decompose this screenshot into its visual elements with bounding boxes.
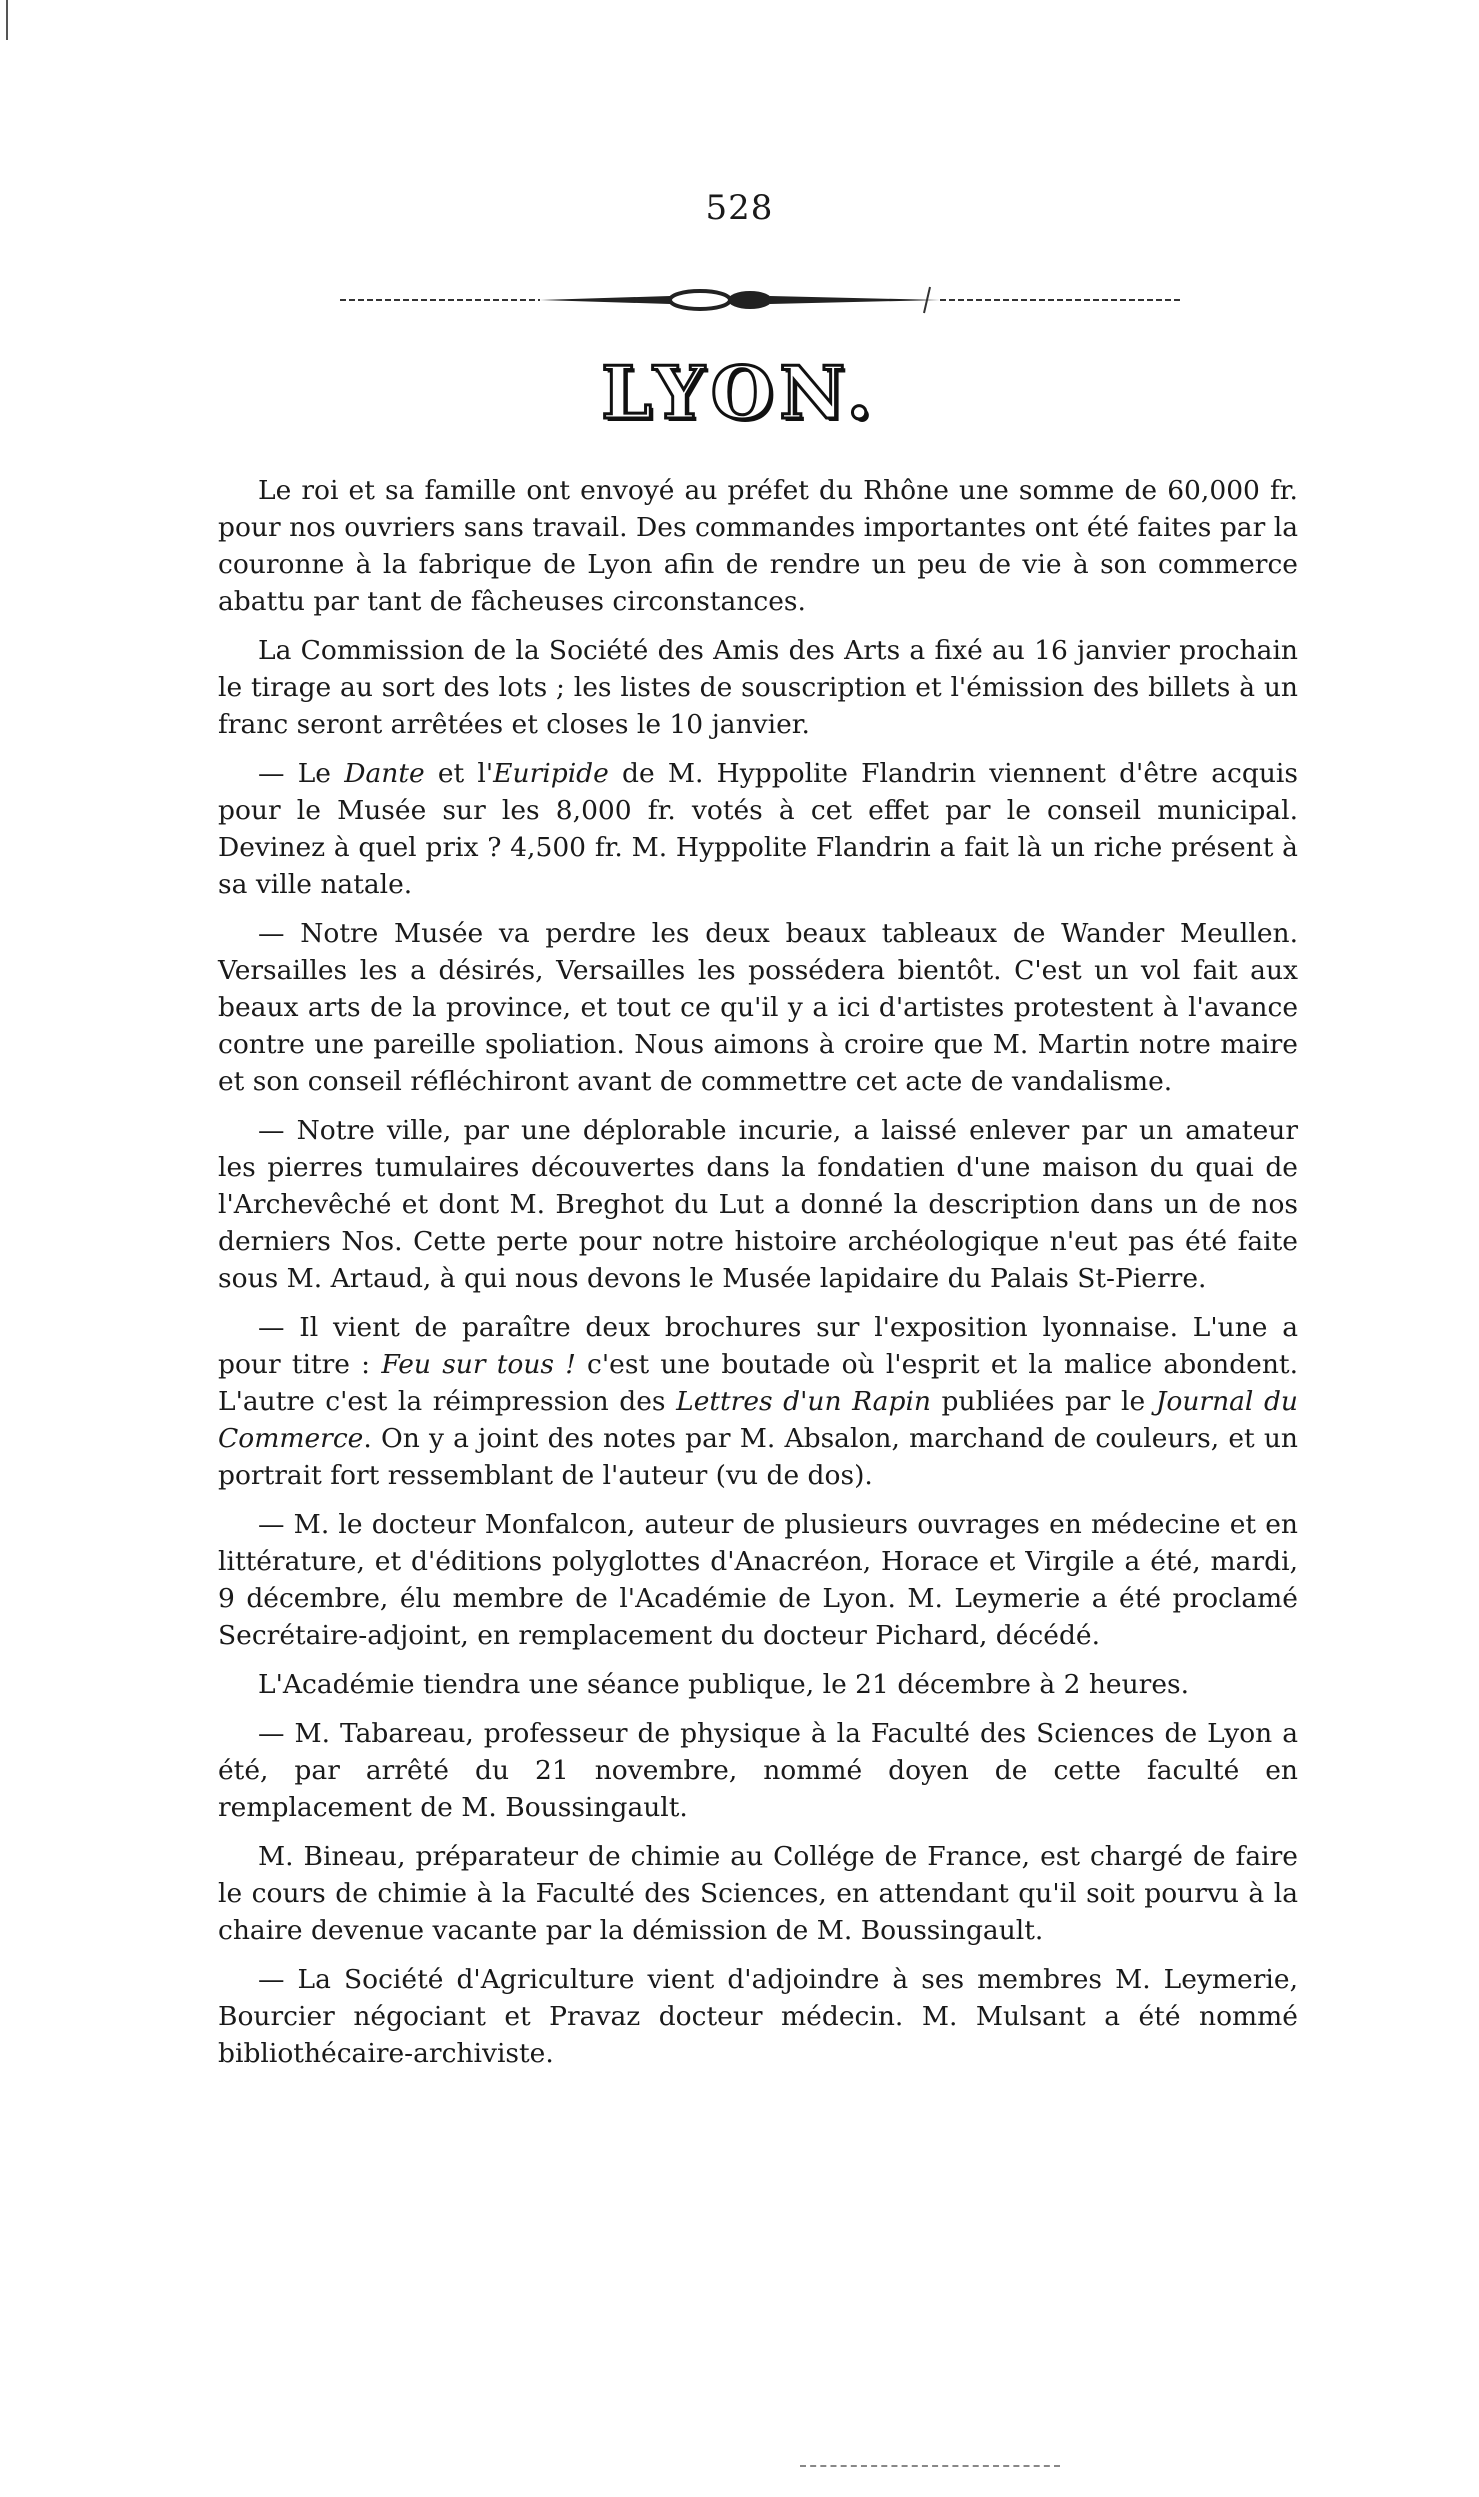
paragraph-pierres-tumulaires: — Notre ville, par une déplorable incurie, a laissé enlever par un amateur les pierres tumulaires découvertes dans la fondatien d'une maison du quai de l'Archevêché et dont M. Breghot du Lut a donné la description dans un de nos derniers Nos. Cette perte pour notre histoire archéologique n'eut pas été faite sous M. Artaud, à qui nous devons le Musée lapidaire du Palais St-Pierre. (218, 1115, 1298, 1294)
paragraph-bineau: M. Bineau, préparateur de chimie au Collége de France, est chargé de faire le cours de chimie à la Faculté des Sciences, en attendant qu'il soit pourvu à la chaire devenue vacante par la démission de M. Boussingault. (218, 1841, 1298, 1946)
paragraph-royal-donation: Le roi et sa famille ont envoyé au préfet du Rhône une somme de 60,000 fr. pour nos ouvriers sans travail. Des commandes importantes ont été faites par la couronne à la fabrique de Lyon afin de rendre un peu de vie à son commerce abattu par tant de fâcheuses circonstances. (218, 475, 1298, 617)
paragraph-amis-des-arts: La Commission de la Société des Amis des Arts a fixé au 16 janvier prochain le tirage au sort des lots ; les listes de souscription et l'émission des billets à un franc seront arrêtées et closes le 10 janvier. (218, 635, 1298, 740)
paragraph-seance-publique: L'Académie tiendra une séance publique, le 21 décembre à 2 heures. (258, 1669, 1190, 1700)
paragraph-tabareau: — M. Tabareau, professeur de physique à la Faculté des Sciences de Lyon a été, par arrêté du 21 novembre, nommé doyen de cette faculté en remplacement de M. Boussingault. (218, 1718, 1298, 1823)
paragraph-monfalcon: — M. le docteur Monfalcon, auteur de plusieurs ouvrages en médecine et en littérature, et d'éditions polyglottes d'Anacréon, Horace et Virgile a été, mardi, 9 décembre, élu membre de l'Académie de Lyon. M. Leymerie a été proclamé Secrétaire-adjoint, en remplacement du docteur Pichard, décédé. (218, 1509, 1298, 1651)
ornamental-divider (340, 285, 1180, 315)
italic-title: Lettres d'un Rapin (676, 1386, 931, 1417)
italic-title: Journal du Commerce (218, 1386, 1298, 1454)
paragraph-societe-agriculture: — La Société d'Agriculture vient d'adjoindre à ses membres M. Leymerie, Bourcier négociant et Pravaz docteur médecin. M. Mulsant a été nommé bibliothécaire-archiviste. (218, 1964, 1298, 2069)
page-edge-mark (6, 0, 8, 40)
footer-rule (800, 2465, 1060, 2467)
text-run: . On y a joint des notes par M. Absalon, marchand de couleurs, et un portrait fort ressemblant de l'auteur (vu de dos). (218, 1423, 1298, 1491)
text-run: — Le (258, 758, 345, 789)
text-run: — Il vient de paraître deux brochures sur l'exposition lyonnaise. L'une a pour titre : (218, 1312, 1298, 1380)
article-body (218, 472, 1298, 2084)
text-run: c'est une boutade où l'esprit et la malice abondent. L'autre c'est la réimpression des (218, 1349, 1298, 1417)
paragraph-wander-meullen: — Notre Musée va perdre les deux beaux tableaux de Wander Meullen. Versailles les a désirés, Versailles les possédera bientôt. C'est un vol fait aux beaux arts de la province, et tout ce qu'il y a ici d'artistes protestent à l'avance contre une pareille spoliation. Nous aimons à croire que M. Martin notre maire et son conseil réfléchiront avant de commettre cet acte de vandalisme. (218, 918, 1298, 1097)
text-run: et l' (424, 758, 494, 789)
text-run: publiées par le (931, 1386, 1156, 1417)
page-title: LYON. (601, 350, 878, 435)
italic-title: Feu sur tous ! (381, 1349, 576, 1380)
paragraph-flandrin (218, 755, 1298, 903)
italic-title: Dante (344, 758, 425, 789)
paragraph-brochures (218, 1309, 1298, 1494)
page-number: 528 (705, 188, 774, 228)
text-run: de M. Hyppolite Flandrin viennent d'être acquis pour le Musée sur les 8,000 fr. votés à cet effet par le conseil municipal. Devinez à quel prix ? 4,500 fr. M. Hyppolite Flandrin a fait là un riche présent à sa ville natale. (218, 758, 1298, 900)
italic-title: Euripide (493, 758, 609, 789)
